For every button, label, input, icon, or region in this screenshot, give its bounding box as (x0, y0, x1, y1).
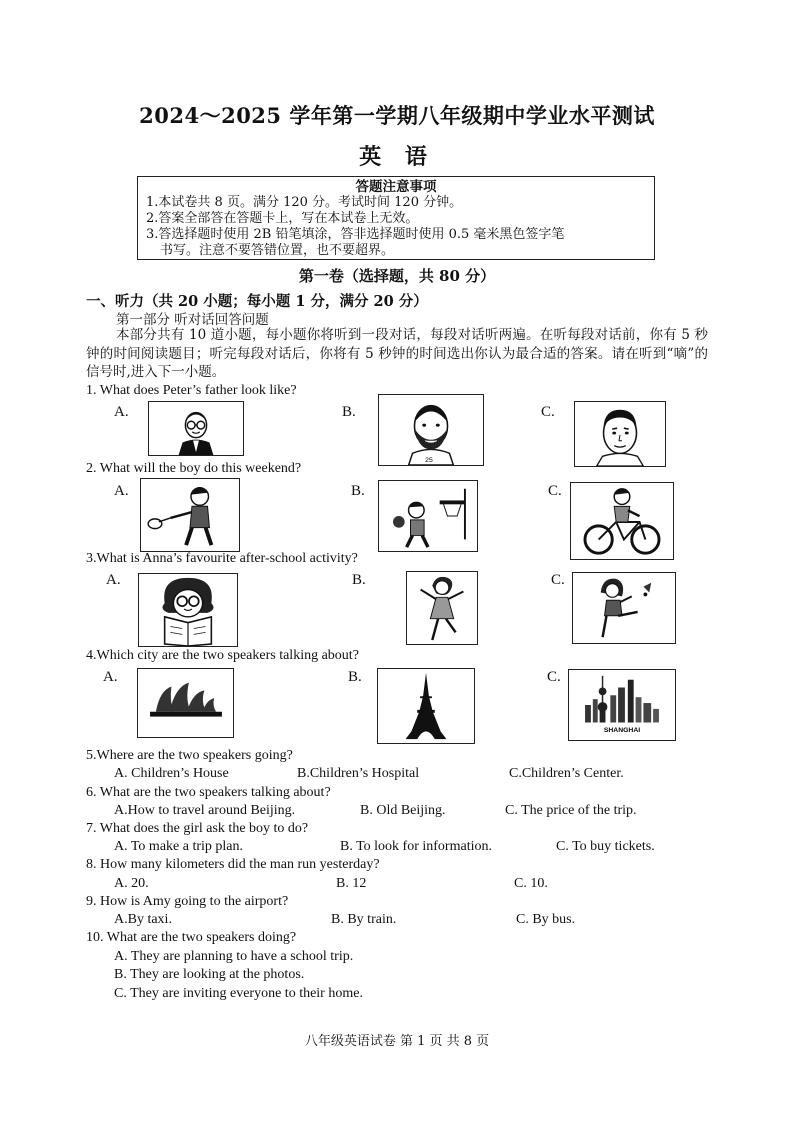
option-b: B. To look for information. (340, 839, 492, 854)
option-b: B. 12 (336, 876, 367, 891)
part-title: 第一部分 听对话回答问题 (116, 312, 269, 328)
image-option-b (406, 571, 478, 645)
sydney-opera-house-icon (138, 669, 233, 737)
question-4: 4.Which city are the two speakers talking about? (86, 648, 359, 663)
image-caption: SHANGHAI (603, 727, 641, 735)
question-10: 10. What are the two speakers doing? (86, 930, 297, 945)
notice-box (137, 176, 655, 260)
option-b: B. They are looking at the photos. (114, 967, 305, 982)
image-option-a (138, 573, 238, 647)
question-1: 1. What does Peter’s father look like? (86, 383, 297, 398)
reading-girl-icon (139, 574, 237, 646)
image-option-c (574, 401, 666, 467)
image-option-c (570, 482, 674, 560)
option-a: A. Children’s House (114, 766, 229, 781)
option-a: A. (114, 483, 129, 499)
option-b: B. (352, 572, 366, 588)
notice-line: 2.答案全部答在答题卡上，写在本试卷上无效。 (146, 211, 419, 226)
question-7: 7. What does the girl ask the boy to do? (86, 821, 309, 836)
option-c: C. The price of the trip. (505, 803, 637, 818)
option-c: C. 10. (514, 876, 548, 891)
image-option-c (572, 572, 676, 644)
shanghai-skyline-icon (569, 670, 675, 740)
badminton-boy-icon (141, 479, 239, 551)
question-8: 8. How many kilometers did the man run yesterday? (86, 857, 380, 872)
image-option-a (137, 668, 234, 738)
dancing-girl-icon (407, 572, 477, 644)
option-a: A. 20. (114, 876, 149, 891)
question-6: 6. What are the two speakers talking about? (86, 785, 331, 800)
option-c: C. They are inviting everyone to their home. (114, 986, 363, 1001)
notice-line: 1.本试卷共 8 页。满分 120 分。考试时间 120 分钟。 (146, 195, 463, 210)
option-c: C. By bus. (516, 912, 576, 927)
option-c: C. To buy tickets. (556, 839, 655, 854)
image-option-b (378, 480, 478, 552)
option-b: B. (348, 669, 362, 685)
option-b: B. By train. (331, 912, 397, 927)
option-c: C.Children’s Center. (509, 766, 624, 781)
subject-title: 英 语 (359, 144, 435, 170)
cycling-boy-icon (571, 483, 673, 559)
notice-line: 书写。注意不要答错位置，也不要超界。 (160, 243, 395, 258)
option-a: A.By taxi. (114, 912, 172, 927)
image-option-b (377, 668, 475, 744)
svg-text:25: 25 (425, 457, 433, 465)
option-b: B.Children’s Hospital (297, 766, 420, 781)
option-c: C. (548, 483, 562, 499)
image-option-a (140, 478, 240, 552)
volume-title: 第一卷（选择题，共 80 分） (298, 267, 496, 285)
option-b: B. (351, 483, 365, 499)
question-3: 3.What is Anna’s favourite after-school activity? (86, 551, 358, 566)
option-a: A. To make a trip plan. (114, 839, 244, 854)
notice-heading: 答题注意事项 (355, 179, 437, 195)
bearded-basketball-player-icon (379, 395, 483, 465)
question-9: 9. How is Amy going to the airport? (86, 894, 289, 909)
question-5: 5.Where are the two speakers going? (86, 748, 293, 763)
image-option-b (378, 394, 484, 466)
option-c: C. (551, 572, 565, 588)
option-a: A. (103, 669, 118, 685)
option-c: C. (547, 669, 561, 685)
option-a: A. (114, 404, 129, 420)
notice-line: 3.答选择题时使用 2B 铅笔填涂，答非选择题时使用 0.5 毫米黑色签字笔 (146, 227, 565, 242)
option-a: A. They are planning to have a school trip. (114, 949, 354, 964)
basketball-boy-icon (379, 481, 477, 551)
option-c: C. (541, 404, 555, 420)
page-footer: 八年级英语试卷 第 1 页 共 8 页 (304, 1034, 490, 1049)
kicking-shuttlecock-girl-icon (573, 573, 675, 643)
option-a: A.How to travel around Beijing. (114, 803, 296, 818)
short-hair-man-icon (575, 402, 665, 466)
image-option-a (148, 401, 244, 456)
question-2: 2. What will the boy do this weekend? (86, 461, 302, 476)
exam-title: 2024～2025 学年第一学期八年级期中学业水平测试 (139, 103, 655, 128)
man-with-glasses-suit-icon (149, 402, 243, 455)
option-a: A. (106, 572, 121, 588)
section-title: 一、听力（共 20 小题；每小题 1 分，满分 20 分） (86, 293, 428, 310)
instructions: 本部分共有 10 道小题，每小题你将听到一段对话，每段对话听两遍。在听每段对话前，你有 5 秒钟的时间阅读题目；听完每段对话后，你将有 5 秒钟的时间选出你认为最合适的答案。请在听到“嘀”的信号时,进入下一小题。 (86, 327, 708, 380)
option-b: B. (342, 404, 356, 420)
eiffel-tower-icon (378, 669, 474, 743)
option-b: B. Old Beijing. (360, 803, 446, 818)
image-option-c (568, 669, 676, 741)
